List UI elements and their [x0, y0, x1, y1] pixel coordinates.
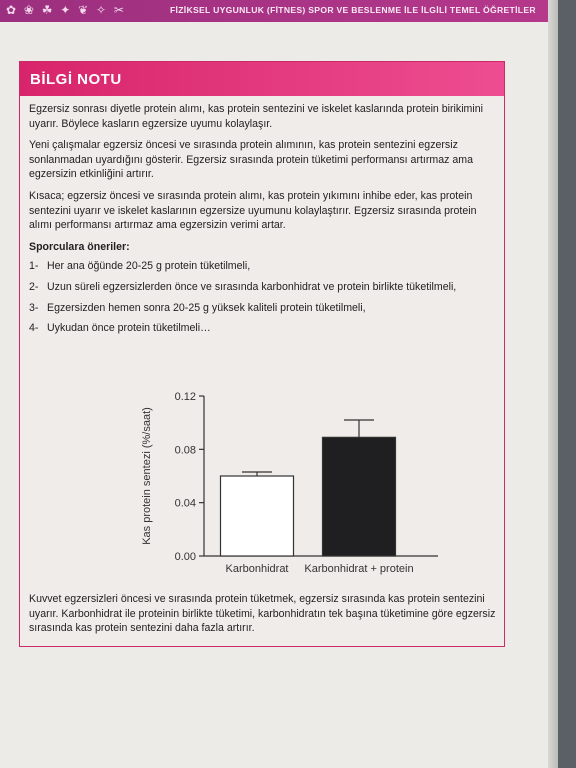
info-note-header	[20, 62, 504, 96]
list-text: Uykudan önce protein tüketilmeli…	[47, 322, 211, 335]
chart-caption	[29, 592, 497, 636]
paragraph: Yeni çalışmalar egzersiz öncesi ve sırasında protein alımının, kas protein sentezini egzersiz sonlanmadan uyardığını gösterir. Egzersiz sırasında protein tüketimi performansı artırmaz ama egzersizin etkinliğini artırır.	[29, 139, 473, 181]
list-item	[29, 280, 497, 295]
y-axis-label: Kas protein sentezi (%/saat)	[141, 407, 153, 545]
banner-title: FİZİKSEL UYGUNLUK (FİTNES) SPOR VE BESLENME İLE İLGİLİ TEMEL ÖĞRETİLER	[170, 5, 536, 15]
y-tick-label: 0.04	[174, 497, 196, 510]
decorative-icons: ✿ ❀ ☘ ✦ ❦ ✧ ✂	[6, 3, 126, 17]
list-number: 4-	[29, 322, 39, 335]
bar	[221, 476, 294, 556]
page-edge	[548, 0, 558, 768]
list-item	[29, 321, 497, 336]
list-number: 3-	[29, 301, 39, 314]
paragraph: Kısaca; egzersiz öncesi ve sırasında protein alımı, kas protein yıkımını inhibe eder, kas protein sentezini uyarır ve iskelet kaslarının egzersize uyumunu kolaylaştırır. Egzersiz sırasında protein alımı performansı artırmaz ama egzersizin verimi artar.	[29, 189, 477, 232]
bar	[323, 437, 396, 556]
list-text: Egzersizden hemen sonra 20-25 g yüksek kaliteli protein tüketilmeli,	[47, 301, 366, 314]
bar-chart	[120, 386, 450, 578]
list-item	[29, 301, 497, 316]
info-note-content	[29, 102, 497, 342]
caption-text: Kuvvet egzersizleri öncesi ve sırasında protein tüketmek, egzersiz sırasında kas protein sentezini uyarır. Karbonhidrat ile proteinin birlikte tüketimi, karbonhidratın tek başına tüketimine göre egzersiz sırasında kas protein sentezini daha fazla artırır.	[29, 593, 496, 635]
chart-svg	[120, 386, 450, 578]
list-item	[29, 259, 497, 274]
recommendations-heading: Sporculara öneriler:	[29, 240, 130, 253]
list-number: 1-	[29, 260, 39, 273]
y-tick-label: 0.00	[174, 551, 196, 563]
info-note-title: BİLGİ NOTU	[30, 71, 122, 88]
x-category-label: Karbonhidrat + protein	[304, 563, 414, 575]
info-note-box	[19, 61, 505, 647]
y-tick-label: 0.08	[174, 444, 196, 457]
list-text: Uzun süreli egzersizlerden önce ve sırasında karbonhidrat ve protein birlikte tüketilmeli,	[47, 280, 457, 293]
y-tick-label: 0.12	[174, 391, 196, 403]
recommendations-list	[29, 259, 497, 335]
page-banner	[0, 0, 548, 22]
list-text: Her ana öğünde 20-25 g protein tüketilmeli,	[47, 260, 251, 273]
x-category-label: Karbonhidrat	[225, 563, 289, 575]
list-number: 2-	[29, 280, 39, 293]
paragraph: Egzersiz sonrası diyetle protein alımı, kas protein sentezini ve iskelet kaslarında protein birikimini uyarır. Böylece kasların egzersize uyumu kolaylaşır.	[29, 103, 483, 130]
